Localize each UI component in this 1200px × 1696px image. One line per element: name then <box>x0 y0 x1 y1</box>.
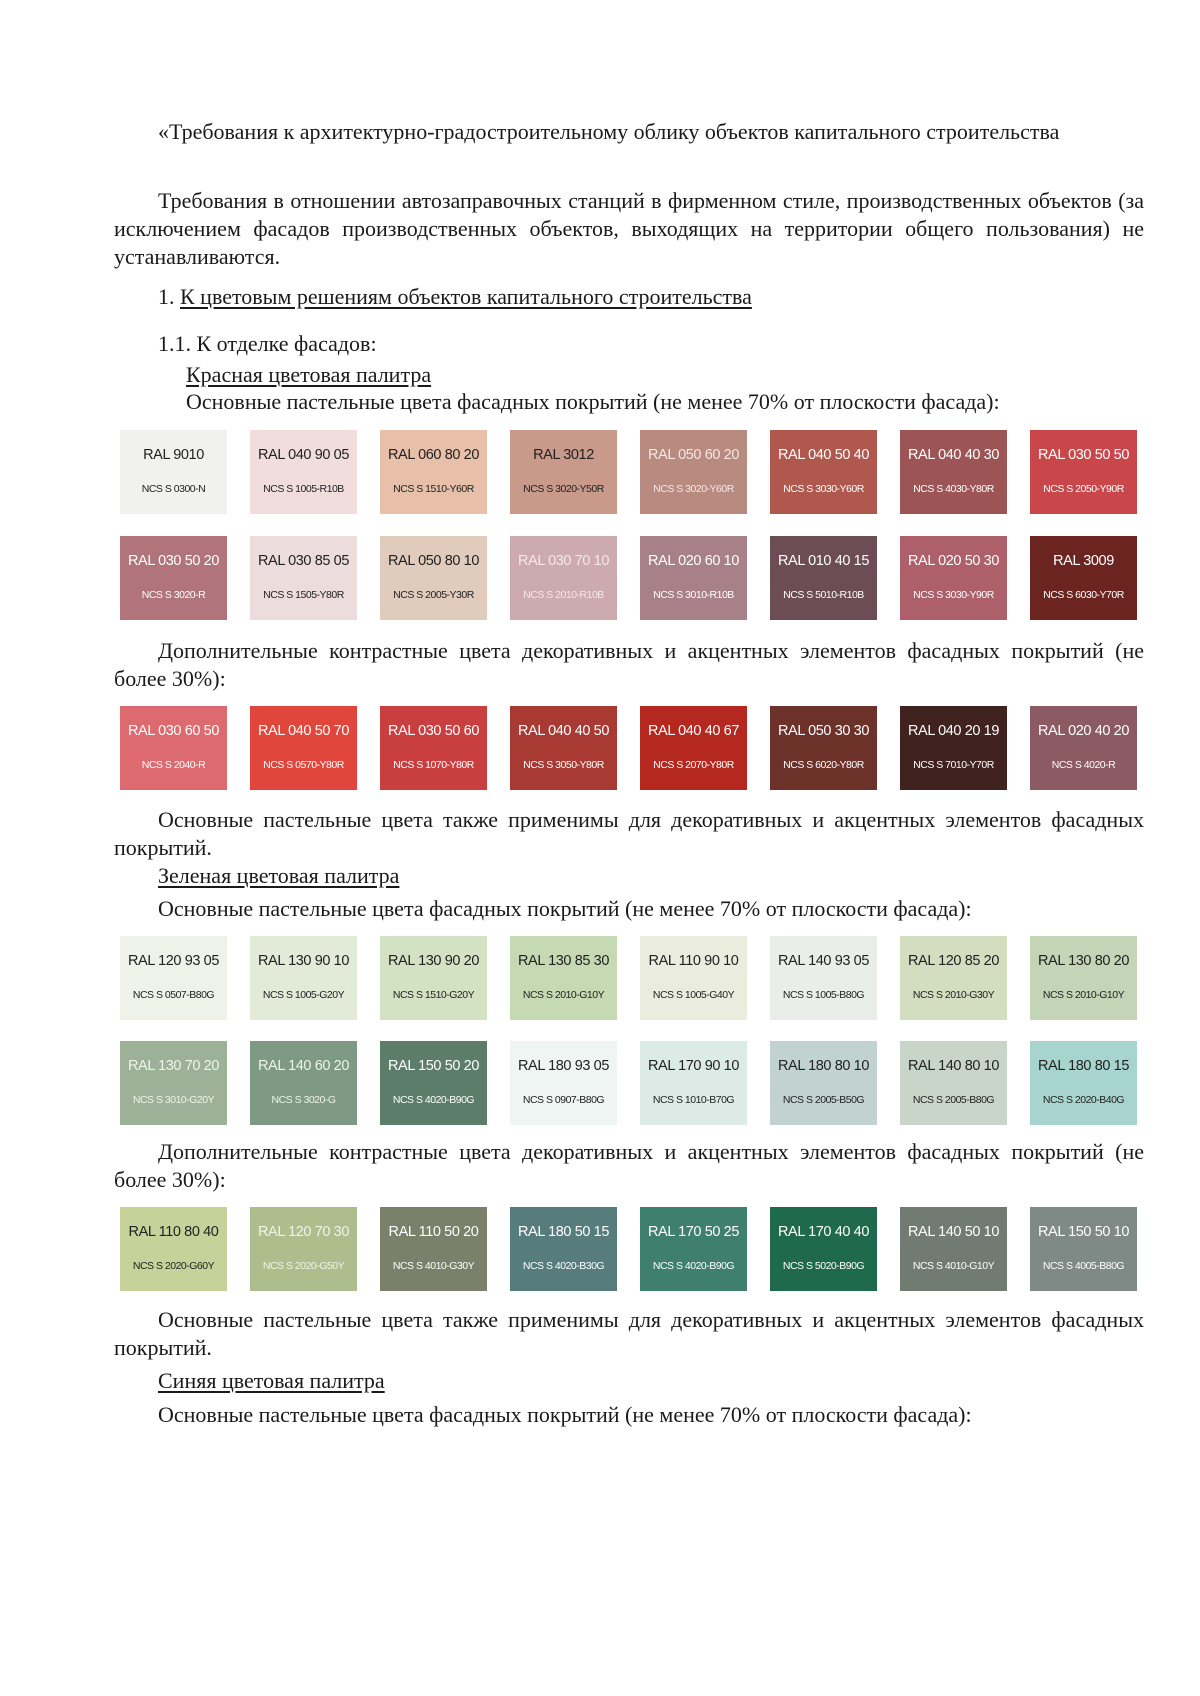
ral-code: RAL 3009 <box>1053 553 1114 569</box>
color-swatch <box>1030 706 1137 790</box>
ral-code: RAL 040 40 50 <box>517 723 609 739</box>
ncs-code: NCS S 7010-Y70R <box>913 759 994 771</box>
green-note: Основные пастельные цвета также применимы для декоративных и акцентных элементов фасадных покрытий. <box>114 1307 1144 1360</box>
green-main-label: Основные пастельные цвета фасадных покрытий (не менее 70% от плоскости фасада): <box>158 896 972 921</box>
color-swatch <box>1030 536 1137 620</box>
ral-code: RAL 040 20 19 <box>907 723 999 739</box>
color-swatch <box>250 706 357 790</box>
ncs-code: NCS S 3010-G20Y <box>132 1094 215 1106</box>
red-note: Основные пастельные цвета также применимы для декоративных и акцентных элементов фасадных покрытий. <box>114 807 1144 860</box>
ncs-code: NCS S 1505-Y80R <box>263 589 344 601</box>
ral-code: RAL 140 50 10 <box>907 1224 999 1240</box>
color-swatch <box>120 430 227 514</box>
ncs-code: NCS S 3020-G <box>271 1094 336 1106</box>
color-swatch <box>770 706 877 790</box>
ral-code: RAL 050 80 10 <box>387 553 479 569</box>
ral-code: RAL 170 90 10 <box>647 1058 739 1074</box>
color-swatch <box>510 1041 617 1125</box>
blue-palette-heading: Синяя цветовая палитра <box>158 1368 385 1393</box>
color-swatch <box>250 936 357 1020</box>
color-swatch <box>380 936 487 1020</box>
red-accent-row <box>120 706 1140 790</box>
ral-code: RAL 140 80 10 <box>907 1058 999 1074</box>
intro-title-line: «Требования к архитектурно-градостроительному облику объектов капитального строительства <box>158 119 1060 144</box>
ral-code: RAL 030 70 10 <box>517 553 609 569</box>
green-accent-label: Дополнительные контрастные цвета декоративных и акцентных элементов фасадных покрытий (не более 30%): <box>114 1139 1144 1192</box>
ncs-code: NCS S 3010-R10B <box>653 589 734 601</box>
ral-code: RAL 130 90 20 <box>387 953 479 969</box>
ncs-code: NCS S 2005-B50G <box>782 1094 865 1106</box>
ral-code: RAL 110 50 20 <box>388 1224 479 1240</box>
green-palette-heading: Зеленая цветовая палитра <box>158 863 400 888</box>
red-main-label: Основные пастельные цвета фасадных покрытий (не менее 70% от плоскости фасада): <box>186 389 1000 414</box>
ncs-code: NCS S 4020-B90G <box>652 1260 735 1272</box>
ral-code: RAL 130 85 30 <box>517 953 609 969</box>
color-swatch <box>640 430 747 514</box>
ral-code: RAL 120 85 20 <box>907 953 999 969</box>
green-main-row-2 <box>120 1041 1140 1125</box>
blue-main-label: Основные пастельные цвета фасадных покрытий (не менее 70% от плоскости фасада): <box>158 1402 972 1427</box>
ncs-code: NCS S 2010-R10B <box>523 589 604 601</box>
ral-code: RAL 150 50 10 <box>1037 1224 1129 1240</box>
ncs-code: NCS S 2010-G10Y <box>1042 989 1125 1001</box>
color-swatch <box>640 536 747 620</box>
intro-paragraph: Требования в отношении автозаправочных станций в фирменном стиле, производственных объектов (за исключением фасадов производственных объектов, выходящих на территории общего пользования) не устанавливаются. <box>114 188 1144 269</box>
ncs-code: NCS S 4020-B90G <box>392 1094 475 1106</box>
ral-code: RAL 010 40 15 <box>777 553 869 569</box>
ral-code: RAL 020 50 30 <box>907 553 999 569</box>
color-swatch <box>250 536 357 620</box>
red-palette-heading: Красная цветовая палитра <box>186 362 432 387</box>
ral-code: RAL 020 60 10 <box>647 553 739 569</box>
ral-code: RAL 120 93 05 <box>127 953 219 969</box>
color-swatch <box>120 706 227 790</box>
ncs-code: NCS S 2020-G60Y <box>132 1260 215 1272</box>
ncs-code: NCS S 0570-Y80R <box>263 759 344 771</box>
color-swatch <box>380 430 487 514</box>
ncs-code: NCS S 4030-Y80R <box>913 483 994 495</box>
color-swatch <box>250 430 357 514</box>
ral-code: RAL 040 40 67 <box>647 723 739 739</box>
color-swatch <box>770 430 877 514</box>
color-swatch <box>1030 1041 1137 1125</box>
ncs-code: NCS S 1510-G20Y <box>392 989 475 1001</box>
color-swatch <box>900 430 1007 514</box>
ral-code: RAL 170 50 25 <box>647 1224 739 1240</box>
ncs-code: NCS S 0507-B80G <box>132 989 215 1001</box>
ncs-code: NCS S 4010-G30Y <box>392 1260 475 1272</box>
ncs-code: NCS S 3020-R <box>141 589 206 601</box>
color-swatch <box>640 1041 747 1125</box>
ral-code: RAL 180 93 05 <box>517 1058 609 1074</box>
ncs-code: NCS S 2020-G50Y <box>262 1260 345 1272</box>
color-swatch <box>1030 1207 1137 1291</box>
ral-code: RAL 180 50 15 <box>517 1224 609 1240</box>
color-swatch <box>900 706 1007 790</box>
ncs-code: NCS S 4020-B30G <box>522 1260 605 1272</box>
ncs-code: NCS S 2010-G10Y <box>522 989 605 1001</box>
subsection-1-1: 1.1. К отделке фасадов: <box>158 331 377 356</box>
color-swatch <box>510 1207 617 1291</box>
ral-code: RAL 020 40 20 <box>1037 723 1129 739</box>
color-swatch <box>510 536 617 620</box>
red-accent-label: Дополнительные контрастные цвета декоративных и акцентных элементов фасадных покрытий (не более 30%): <box>114 638 1144 691</box>
ral-code: RAL 130 90 10 <box>257 953 349 969</box>
ral-code: RAL 040 90 05 <box>257 447 349 463</box>
color-swatch <box>120 536 227 620</box>
color-swatch <box>380 1041 487 1125</box>
color-swatch <box>510 430 617 514</box>
ral-code: RAL 9010 <box>143 447 204 463</box>
ncs-code: NCS S 2005-B80G <box>912 1094 995 1106</box>
ncs-code: NCS S 2020-B40G <box>1042 1094 1125 1106</box>
ral-code: RAL 110 80 40 <box>128 1224 219 1240</box>
color-swatch <box>640 936 747 1020</box>
color-swatch <box>120 1041 227 1125</box>
ral-code: RAL 030 50 60 <box>387 723 479 739</box>
ral-code: RAL 130 80 20 <box>1037 953 1129 969</box>
ral-code: RAL 140 93 05 <box>777 953 869 969</box>
color-swatch <box>770 536 877 620</box>
ral-code: RAL 040 40 30 <box>907 447 999 463</box>
ncs-code: NCS S 6030-Y70R <box>1043 589 1124 601</box>
ral-code: RAL 130 70 20 <box>127 1058 219 1074</box>
color-swatch <box>770 1207 877 1291</box>
color-swatch <box>120 936 227 1020</box>
ral-code: RAL 050 30 30 <box>777 723 869 739</box>
ral-code: RAL 060 80 20 <box>387 447 479 463</box>
ral-code: RAL 040 50 40 <box>777 447 869 463</box>
color-swatch <box>900 536 1007 620</box>
ral-code: RAL 030 50 20 <box>127 553 219 569</box>
color-swatch <box>770 936 877 1020</box>
ral-code: RAL 030 60 50 <box>127 723 219 739</box>
ncs-code: NCS S 2040-R <box>141 759 206 771</box>
color-swatch <box>640 1207 747 1291</box>
ncs-code: NCS S 1005-G20Y <box>262 989 345 1001</box>
ral-code: RAL 030 50 50 <box>1037 447 1129 463</box>
ncs-code: NCS S 4010-G10Y <box>912 1260 995 1272</box>
color-swatch <box>380 706 487 790</box>
color-swatch <box>380 1207 487 1291</box>
ral-code: RAL 3012 <box>533 447 594 463</box>
color-swatch <box>900 1207 1007 1291</box>
red-main-row-1 <box>120 430 1140 514</box>
ncs-code: NCS S 1005-G40Y <box>652 989 735 1001</box>
ncs-code: NCS S 1010-B70G <box>652 1094 735 1106</box>
ncs-code: NCS S 1070-Y80R <box>393 759 474 771</box>
color-swatch <box>250 1207 357 1291</box>
ral-code: RAL 030 85 05 <box>257 553 349 569</box>
ncs-code: NCS S 4020-R <box>1051 759 1116 771</box>
color-swatch <box>380 536 487 620</box>
color-swatch <box>770 1041 877 1125</box>
ncs-code: NCS S 1510-Y60R <box>393 483 474 495</box>
section-1-title: К цветовым решениям объектов капитального строительства <box>180 284 752 309</box>
color-swatch <box>510 936 617 1020</box>
ncs-code: NCS S 1005-B80G <box>782 989 865 1001</box>
ncs-code: NCS S 5010-R10B <box>783 589 864 601</box>
red-main-row-2 <box>120 536 1140 620</box>
color-swatch <box>1030 936 1137 1020</box>
ral-code: RAL 040 50 70 <box>257 723 349 739</box>
ral-code: RAL 180 80 10 <box>777 1058 869 1074</box>
ncs-code: NCS S 3030-Y90R <box>913 589 994 601</box>
ncs-code: NCS S 5020-B90G <box>782 1260 865 1272</box>
ral-code: RAL 140 60 20 <box>257 1058 349 1074</box>
ral-code: RAL 170 40 40 <box>777 1224 869 1240</box>
ncs-code: NCS S 4005-B80G <box>1042 1260 1125 1272</box>
ral-code: RAL 120 70 30 <box>257 1224 349 1240</box>
ral-code: RAL 110 90 10 <box>648 953 739 969</box>
ncs-code: NCS S 2070-Y80R <box>653 759 734 771</box>
ncs-code: NCS S 2050-Y90R <box>1043 483 1124 495</box>
color-swatch <box>900 1041 1007 1125</box>
ral-code: RAL 150 50 20 <box>387 1058 479 1074</box>
green-accent-row <box>120 1207 1140 1291</box>
ncs-code: NCS S 3020-Y50R <box>523 483 604 495</box>
color-swatch <box>1030 430 1137 514</box>
color-swatch <box>120 1207 227 1291</box>
ncs-code: NCS S 3030-Y60R <box>783 483 864 495</box>
color-swatch <box>250 1041 357 1125</box>
ral-code: RAL 050 60 20 <box>647 447 739 463</box>
ncs-code: NCS S 2005-Y30R <box>393 589 474 601</box>
ncs-code: NCS S 0300-N <box>141 483 206 495</box>
ncs-code: NCS S 3020-Y60R <box>653 483 734 495</box>
color-swatch <box>510 706 617 790</box>
ncs-code: NCS S 6020-Y80R <box>783 759 864 771</box>
color-swatch <box>900 936 1007 1020</box>
section-1-heading <box>158 283 752 311</box>
ncs-code: NCS S 2010-G30Y <box>912 989 995 1001</box>
color-swatch <box>640 706 747 790</box>
green-main-row-1 <box>120 936 1140 1020</box>
ncs-code: NCS S 1005-R10B <box>263 483 344 495</box>
ncs-code: NCS S 3050-Y80R <box>523 759 604 771</box>
section-1-number: 1. <box>158 284 175 309</box>
ncs-code: NCS S 0907-B80G <box>522 1094 605 1106</box>
ral-code: RAL 180 80 15 <box>1037 1058 1129 1074</box>
